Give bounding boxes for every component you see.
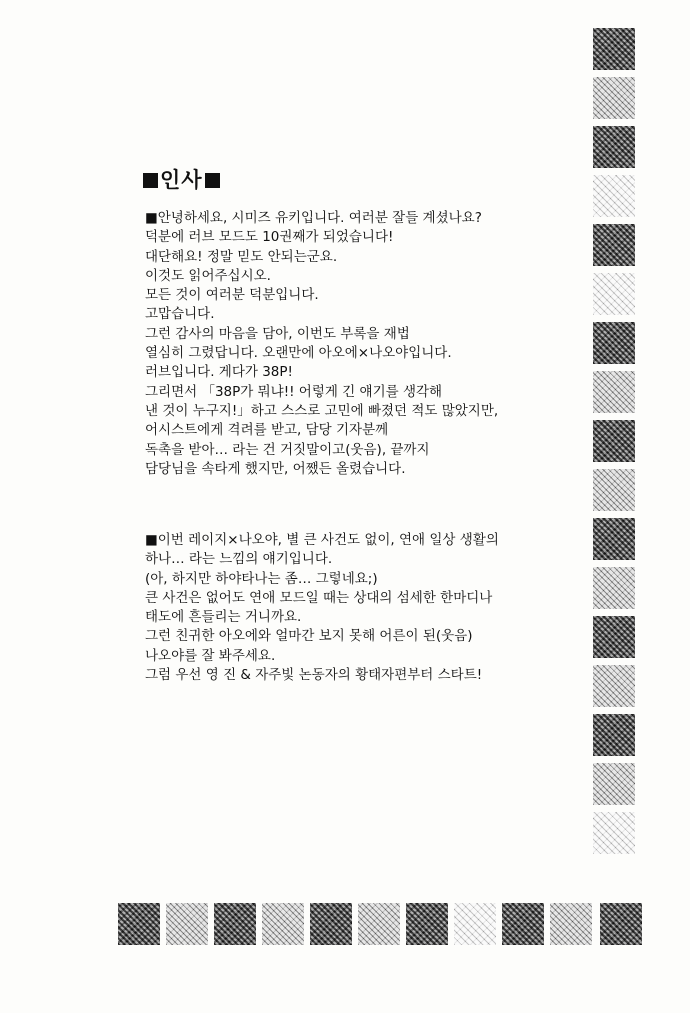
text-line: 독촉을 받아… 라는 건 거짓말이고(웃음), 끝까지 <box>145 441 430 458</box>
screentone-tile <box>593 224 635 266</box>
screentone-tile <box>550 903 592 945</box>
screentone-tile <box>214 903 256 945</box>
screentone-tile <box>454 903 496 945</box>
screentone-tile <box>593 812 635 854</box>
text-line: 나오야를 잘 봐주세요. <box>145 647 276 664</box>
screentone-tile <box>593 371 635 413</box>
text-line: 그리면서 「38P가 뭐냐!! 어렇게 긴 얘기를 생각해 <box>145 383 443 400</box>
text-line: ■안녕하세요, 시미즈 유키입니다. 여러분 잘들 계셨나요? <box>145 210 482 226</box>
screentone-tile <box>593 175 635 217</box>
text-line: 열심히 그렸답니다. 오랜만에 아오에×나오야입니다. <box>145 345 452 362</box>
screentone-tile <box>406 903 448 945</box>
screentone-tile <box>593 77 635 119</box>
screentone-tile <box>262 903 304 945</box>
text-line: 고맙습니다. <box>145 306 215 323</box>
text-line: 덕분에 러브 모드도 10권째가 되었습니다! <box>145 229 394 246</box>
screentone-tile <box>593 714 635 756</box>
text-line: 대단해요! 정말 믿도 안되는군요. <box>145 248 338 265</box>
screentone-tile <box>593 518 635 560</box>
text-line: 큰 사건은 없어도 연애 모드일 때는 상대의 섬세한 한마디나 <box>145 589 493 606</box>
text-line: (아, 하지만 하야타나는 좀… 그렇네요;) <box>145 570 378 587</box>
section-heading <box>143 166 220 194</box>
text-line: 어시스트에게 격려를 받고, 담당 기자분께 <box>145 422 389 439</box>
text-line: 그런 친귀한 아오에와 얼마간 보지 못해 어른이 된(웃음) <box>145 628 473 645</box>
black-square-icon <box>143 173 158 188</box>
greeting-paragraph <box>145 209 615 479</box>
screentone-tile <box>593 28 635 70</box>
screentone-tile <box>358 903 400 945</box>
screentone-tile <box>593 567 635 609</box>
screentone-tile <box>593 126 635 168</box>
screentone-tile <box>593 616 635 658</box>
screentone-tile <box>593 763 635 805</box>
story-paragraph <box>145 531 615 685</box>
screentone-tile <box>593 469 635 511</box>
screentone-tile <box>593 420 635 462</box>
text-line: 하나… 라는 느낌의 얘기입니다. <box>145 551 333 568</box>
screentone-tile <box>600 903 642 945</box>
screentone-tile <box>593 273 635 315</box>
heading-text: 인사 <box>160 168 203 192</box>
text-line: 그럼 우선 영 진 & 자주빛 논동자의 황태자편부터 스타트! <box>145 667 483 684</box>
text-line: 러브입니다. 게다가 38P! <box>145 364 293 381</box>
screentone-tile <box>593 665 635 707</box>
text-line: 담당님을 속타게 했지만, 어쨌든 올렸습니다. <box>145 460 406 477</box>
text-line: 모든 것이 여러분 덕분입니다. <box>145 287 319 304</box>
text-line: 태도에 흔들리는 거니까요. <box>145 609 302 626</box>
screentone-tile <box>118 903 160 945</box>
text-line: 이것도 읽어주십시오. <box>145 267 271 284</box>
black-square-icon <box>205 173 220 188</box>
screentone-tile <box>593 322 635 364</box>
text-line: 그런 감사의 마음을 담아, 이번도 부록을 재법 <box>145 325 410 342</box>
screentone-tile <box>166 903 208 945</box>
text-line: ■이번 레이지×나오야, 별 큰 사건도 없이, 연애 일상 생활의 <box>145 532 499 548</box>
screentone-tile <box>310 903 352 945</box>
text-line: 낸 것이 누구지!」하고 스스로 고민에 빠졌던 적도 많았지만, <box>145 402 499 419</box>
screentone-tile <box>502 903 544 945</box>
